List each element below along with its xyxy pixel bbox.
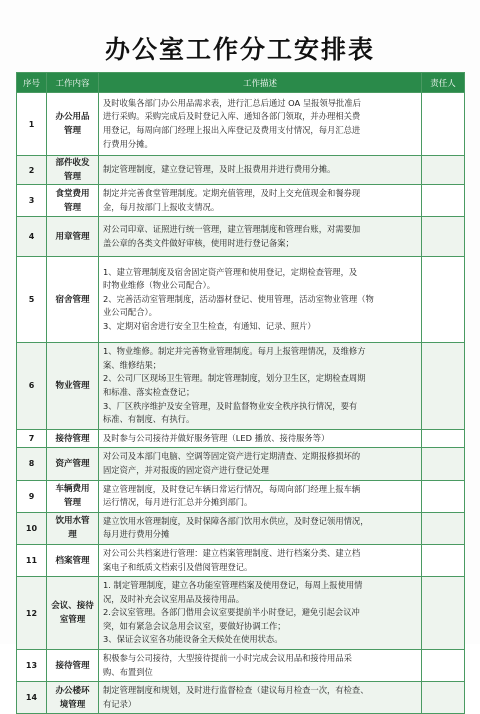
description-line: 进行采购。采购完成后及时登记入库、通知各部门领取，并办理相关费 [103, 111, 361, 122]
work-description [99, 156, 422, 185]
work-content [47, 577, 99, 650]
responsible-person-cell [422, 343, 465, 430]
work-description [99, 650, 422, 682]
work-content [47, 544, 99, 576]
description-line: 时物业维修（物业公司配合）。 [103, 280, 216, 291]
description-line: 固定资产，并对报废的固定资产进行登记处理 [103, 464, 269, 475]
table-row [17, 512, 465, 544]
table-row [17, 448, 465, 480]
description-line: 对公司印章、证照进行统一管理，建立管理制度和管理台账，对需要加 [103, 224, 361, 235]
work-content [47, 257, 99, 343]
table-header-row [17, 73, 465, 93]
row-number: 11 [17, 544, 47, 576]
description-line: 2、完善活动室管理制度，活动器材登记、使用管理，活动室物业管理（物 [103, 293, 374, 304]
row-number: 8 [17, 448, 47, 480]
work-description [99, 93, 422, 156]
row-number: 7 [17, 429, 47, 448]
table-row [17, 544, 465, 576]
row-number: 2 [17, 156, 47, 185]
description-line: 金，每月按部门上报收支情况。 [103, 201, 220, 212]
responsible-person-cell [422, 93, 465, 156]
work-content-line: 接待管理 [55, 433, 90, 444]
work-content-line: 资产管理 [55, 458, 90, 469]
table-row [17, 217, 465, 257]
row-number: 6 [17, 343, 47, 430]
work-content [47, 185, 99, 217]
work-content [47, 682, 99, 714]
responsible-person-cell [422, 257, 465, 343]
work-description [99, 480, 422, 512]
responsible-person-cell [422, 577, 465, 650]
page-title: 办公室工作分工安排表 [104, 35, 375, 64]
table-row [17, 156, 465, 185]
work-description [99, 544, 422, 576]
description-line: 制定并完善食堂管理制度。定期充值管理，及时上交充值现金和餐券现 [103, 188, 361, 198]
description-line: 建立管理制度，及时登记车辆日常运行情况，每周向部门经理上报车辆 [103, 483, 361, 494]
table-row [17, 682, 465, 714]
work-content-line: 食堂费用 [55, 188, 90, 199]
row-number: 5 [17, 257, 47, 343]
responsible-person-cell [422, 448, 465, 480]
work-content-line: 部件收发 [55, 158, 90, 168]
work-content-line: 用章管理 [55, 231, 90, 242]
work-description [99, 217, 422, 257]
work-content [47, 512, 99, 544]
responsible-person-cell [422, 185, 465, 217]
description-line: 案电子和纸质文档索引及借阅管理登记。 [103, 561, 253, 572]
description-line: 及时参与公司接待并做好服务管理（LED 播放、接待服务等） [103, 432, 330, 443]
description-line: 2、公司厂区现场卫生管理。制定管理制度，划分卫生区，定期检查周期 [103, 373, 366, 384]
work-content-line: 管理 [63, 126, 81, 136]
work-content-line: 管理 [63, 202, 81, 213]
work-content-line: 室管理 [59, 615, 86, 626]
work-content [47, 480, 99, 512]
description-line: 用登记，每周向部门经理上报出入库登记及费用支付情况，每月汇总进 [103, 125, 361, 135]
work-description [99, 429, 422, 448]
description-line: 1、物业维修。制定并完善物业管理制度。每月上报管理情况，及维修方 [103, 346, 366, 357]
description-line: 盖公章的各类文件做好审核，使用时进行登记备案； [103, 237, 294, 248]
work-content [47, 93, 99, 156]
description-line: 标准、有制度、有执行。 [103, 414, 195, 425]
table-row [17, 185, 465, 217]
description-line: 行费用分摊。 [103, 138, 153, 149]
work-content-line: 车辆费用 [55, 484, 90, 495]
description-line: 况，及时补充会议室用品及接待用品。 [103, 593, 245, 604]
row-number: 3 [17, 185, 47, 217]
table-row [17, 480, 465, 512]
description-line: 对公司及本部门电脑、空调等固定资产进行定期清查、定期报修损坏的 [103, 451, 361, 462]
work-content-line: 办公楼环 [55, 685, 90, 696]
responsible-person-cell [422, 429, 465, 448]
responsible-person-cell [422, 217, 465, 257]
work-content-line: 境管理 [59, 699, 86, 710]
work-description [99, 448, 422, 480]
work-description [99, 185, 422, 217]
row-number: 1 [17, 93, 47, 156]
work-content-line: 物业管理 [55, 380, 90, 391]
row-number: 12 [17, 577, 47, 650]
table-row [17, 93, 465, 156]
row-number: 10 [17, 512, 47, 544]
work-content-line: 档案管理 [55, 555, 90, 566]
description-line: 2.会议室管理。各部门借用会议室要提前半小时登记，避免引起会议冲 [103, 607, 360, 618]
responsible-person-cell [422, 156, 465, 185]
description-line: 有记录） [103, 698, 137, 709]
task-table [16, 72, 465, 714]
work-content-line: 管理 [63, 498, 81, 509]
row-number: 4 [17, 217, 47, 257]
description-line: 3、厂区秩序维护及安全管理，及时监督物业安全秩序执行情况，要有 [103, 400, 358, 411]
description-line: 3、保证会议室各功能设备全天候处在使用状态。 [103, 634, 283, 645]
work-content-line: 接待管理 [55, 660, 90, 671]
work-content [47, 217, 99, 257]
responsible-person-cell [422, 650, 465, 682]
description-line: 案、维修结果； [103, 359, 162, 370]
description-line: 积极参与公司接待，大型接待提前一小时完成会议用品和接待用品采 [103, 653, 352, 664]
description-line: 业公司配合）。 [103, 307, 157, 318]
header-content: 工作内容 [47, 73, 99, 93]
header-desc: 工作描述 [99, 73, 422, 93]
responsible-person-cell [422, 512, 465, 544]
header-no: 序号 [17, 73, 47, 93]
description-line: 制定管理制度，建立登记管理，及时上报费用并进行费用分摊。 [103, 164, 336, 175]
table-row [17, 257, 465, 343]
work-content [47, 650, 99, 682]
work-description [99, 512, 422, 544]
table-row [17, 577, 465, 650]
description-line: 突，如有紧急会议急用会议室，要做好协调工作； [103, 620, 286, 631]
work-description [99, 343, 422, 430]
work-content-line: 饮用水管 [55, 516, 90, 527]
table-body [17, 93, 465, 714]
description-line: 1、建立管理制度及宿舍固定资产管理和使用登记，定期检查管理，及 [103, 266, 358, 277]
description-line: 购、布置到位 [103, 666, 153, 677]
work-content-line: 管理 [63, 172, 81, 182]
work-description [99, 682, 422, 714]
work-content [47, 156, 99, 185]
work-description [99, 577, 422, 650]
description-line: 3、定期对宿舍进行安全卫生检查，有通知、记录、照片） [103, 321, 316, 332]
description-line: 运行情况，每月进行汇总并分摊到部门。 [103, 497, 253, 508]
work-content [47, 429, 99, 448]
responsible-person-cell [422, 480, 465, 512]
table-row [17, 650, 465, 682]
description-line: 建立饮用水管理制度，及时保障各部门饮用水供应，及时登记领用情况， [103, 515, 369, 526]
work-content [47, 343, 99, 430]
table-row [17, 429, 465, 448]
table-row [17, 343, 465, 430]
row-number: 13 [17, 650, 47, 682]
description-line: 制定管理制度和规划，及时进行监督检查（建议每月检查一次，有检查、 [103, 685, 369, 696]
description-line: 和标准、落实检查登记； [103, 386, 195, 397]
work-content-line: 宿舍管理 [55, 294, 90, 305]
row-number: 9 [17, 480, 47, 512]
work-content [47, 448, 99, 480]
work-description [99, 257, 422, 343]
row-number: 14 [17, 682, 47, 714]
work-content-line: 办公用品 [55, 112, 90, 122]
header-resp: 责任人 [422, 73, 465, 93]
responsible-person-cell [422, 682, 465, 714]
description-line: 对公司公共档案进行管理：建立档案管理制度、进行档案分类、建立档 [103, 547, 361, 558]
description-line: 1. 制定管理制度，建立各功能室管理档案及使用登记，每周上报使用情 [103, 580, 363, 591]
responsible-person-cell [422, 544, 465, 576]
work-content-line: 会议、接待 [51, 601, 94, 612]
description-line: 每月进行费用分摊 [103, 529, 170, 540]
work-content-line: 理 [68, 530, 77, 541]
description-line: 及时收集各部门办公用品需求表，进行汇总后通过 OA 呈报领导批准后 [103, 97, 361, 108]
